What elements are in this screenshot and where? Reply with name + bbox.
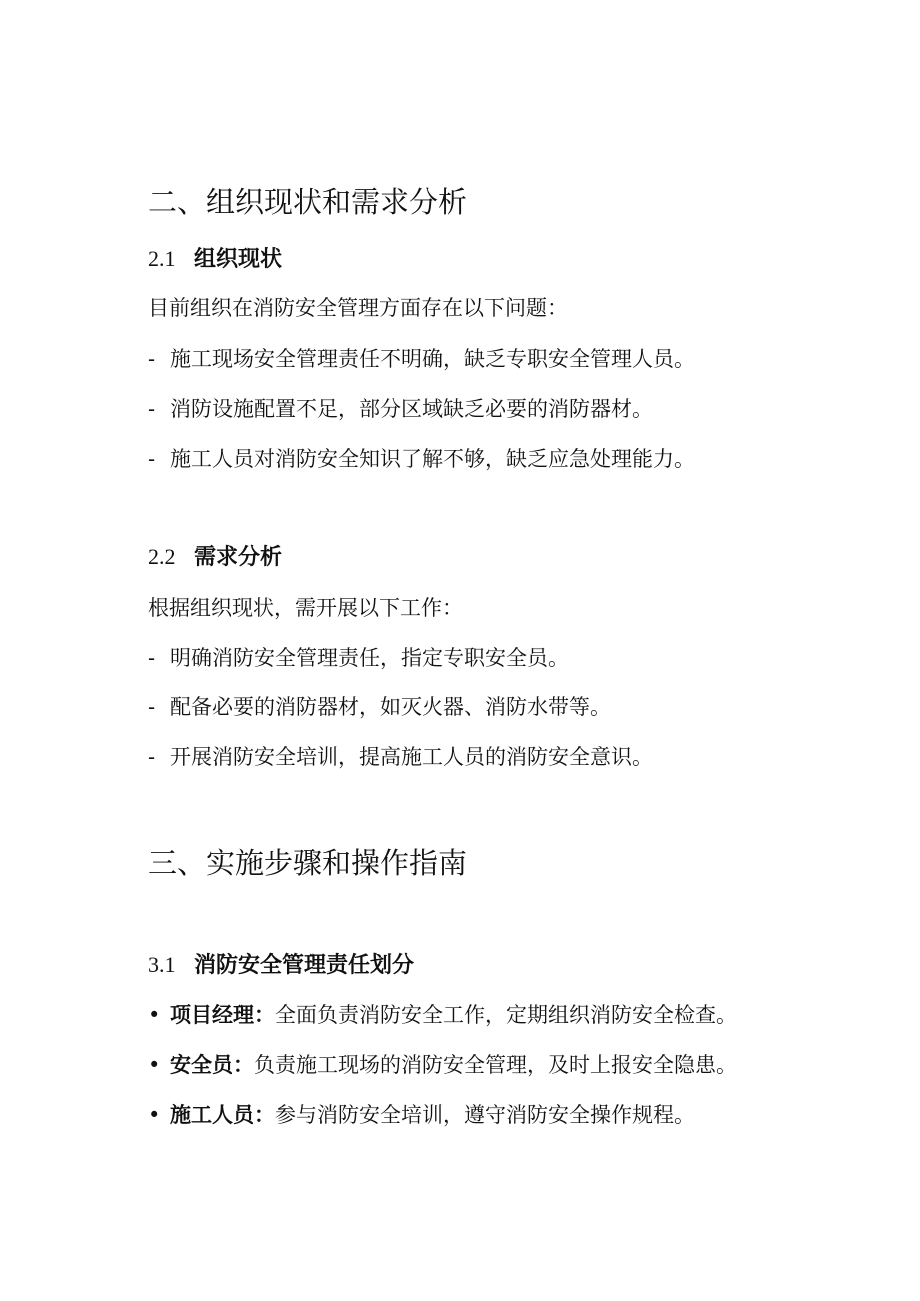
paragraph-intro-2-2: 根据组织现状，需开展以下工作： xyxy=(148,596,463,620)
list-item-text: 开展消防安全培训，提高施工人员的消防安全意识。 xyxy=(170,745,653,769)
dash-marker: - xyxy=(148,695,156,719)
bullet-text: 负责施工现场的消防安全管理，及时上报安全隐患。 xyxy=(254,1053,737,1077)
bullet-item xyxy=(148,1000,737,1030)
list-item xyxy=(148,692,611,722)
bullet-label: 项目经理： xyxy=(170,1003,275,1027)
bullet-text: 全面负责消防安全工作，定期组织消防安全检查。 xyxy=(275,1003,737,1027)
subsection-2-1-heading xyxy=(148,244,282,275)
list-item-text: 施工人员对消防安全知识了解不够，缺乏应急处理能力。 xyxy=(170,447,695,471)
list-item-text: 消防设施配置不足，部分区域缺乏必要的消防器材。 xyxy=(170,397,653,421)
list-item xyxy=(148,394,653,424)
bullet-marker: • xyxy=(148,1103,161,1127)
bullet-marker: • xyxy=(148,1053,161,1077)
subsection-title: 组织现状 xyxy=(194,247,283,272)
bullet-item xyxy=(148,1050,737,1080)
list-item-text: 明确消防安全管理责任，指定专职安全员。 xyxy=(170,646,569,670)
bullet-label: 安全员： xyxy=(170,1053,254,1077)
list-item xyxy=(148,643,569,673)
subsection-number: 2.2 xyxy=(148,544,176,569)
dash-marker: - xyxy=(148,397,156,421)
list-item xyxy=(148,742,653,772)
subsection-title: 消防安全管理责任划分 xyxy=(194,953,415,978)
list-item-text: 配备必要的消防器材，如灭火器、消防水带等。 xyxy=(170,695,611,719)
bullet-marker: • xyxy=(148,1003,161,1027)
subsection-title: 需求分析 xyxy=(194,545,283,570)
dash-marker: - xyxy=(148,745,156,769)
subsection-2-2-heading xyxy=(148,542,282,573)
subsection-number: 3.1 xyxy=(148,952,176,977)
bullet-text: 参与消防安全培训，遵守消防安全操作规程。 xyxy=(275,1103,695,1127)
subsection-number: 2.1 xyxy=(148,246,176,271)
subsection-3-1-heading xyxy=(148,950,414,981)
dash-marker: - xyxy=(148,447,156,471)
paragraph-intro-2-1: 目前组织在消防安全管理方面存在以下问题： xyxy=(148,296,568,320)
list-item xyxy=(148,444,695,474)
bullet-label: 施工人员： xyxy=(170,1103,275,1127)
dash-marker: - xyxy=(148,347,156,371)
section-3-heading: 三、实施步骤和操作指南 xyxy=(148,846,468,880)
list-item xyxy=(148,344,695,374)
bullet-item xyxy=(148,1100,695,1130)
section-2-heading: 二、组织现状和需求分析 xyxy=(148,185,468,219)
list-item-text: 施工现场安全管理责任不明确，缺乏专职安全管理人员。 xyxy=(170,347,695,371)
dash-marker: - xyxy=(148,646,156,670)
